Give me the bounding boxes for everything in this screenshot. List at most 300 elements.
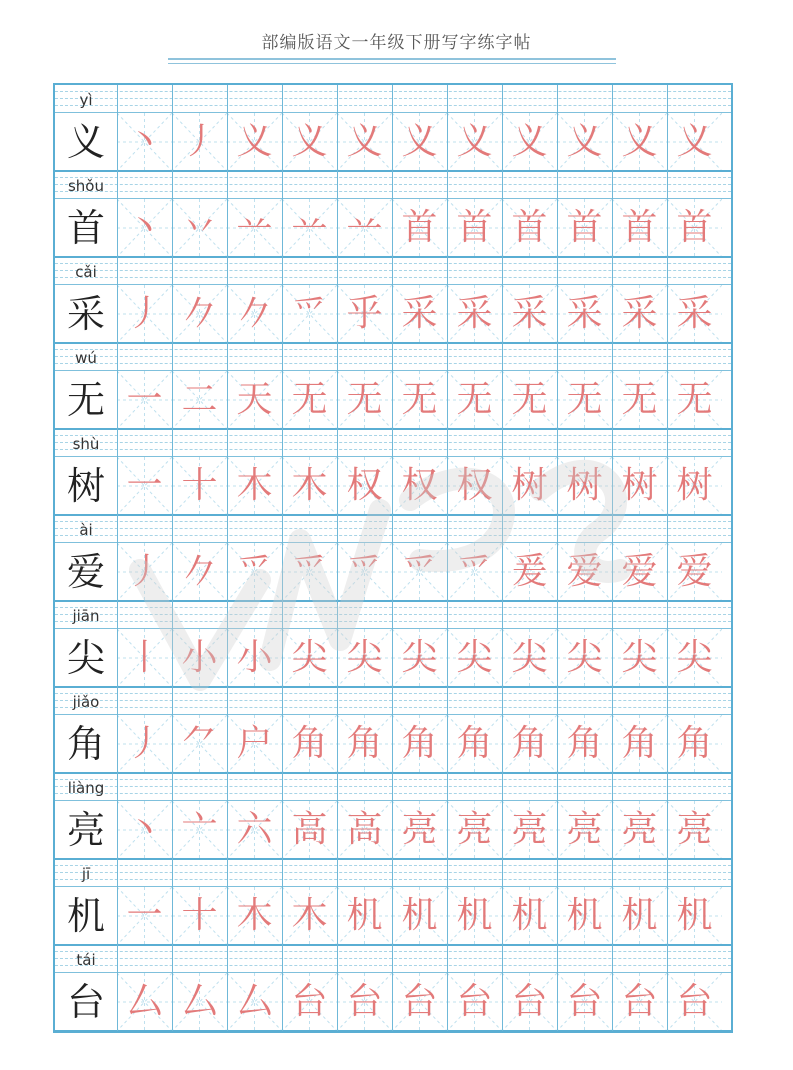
pinyin-guide-line — [55, 105, 731, 106]
stroke-step-cell — [447, 457, 502, 515]
pinyin-guide-line — [55, 700, 731, 701]
stroke-step-cell — [612, 113, 667, 171]
pinyin-guide-line — [55, 786, 731, 787]
stroke-step-cell — [227, 715, 282, 773]
stroke-step-cell — [227, 801, 282, 859]
stroke-step-character: 尖 — [676, 637, 713, 678]
stroke-step-character: 尖 — [456, 637, 493, 678]
pinyin-guide-line — [55, 91, 731, 92]
stroke-step-character: 义 — [401, 121, 438, 162]
stroke-step-cell — [392, 543, 447, 601]
pinyin-label: cǎi — [75, 263, 97, 281]
stroke-step-cell — [392, 199, 447, 257]
stroke-step-cell — [502, 887, 557, 945]
stroke-step-character: 木 — [291, 465, 328, 506]
character-row — [55, 715, 731, 773]
stroke-step-character: 采 — [621, 293, 658, 334]
stroke-step-cell — [502, 113, 557, 171]
stroke-step-cell — [282, 285, 337, 343]
stroke-step-character: 台 — [346, 981, 383, 1022]
stroke-step-character: 户 — [236, 723, 273, 764]
stroke-step-character: 木 — [291, 895, 328, 936]
pinyin-strip — [55, 429, 731, 457]
stroke-step-cell — [502, 371, 557, 429]
stroke-step-cell — [117, 973, 172, 1031]
model-character-cell — [55, 715, 117, 773]
stroke-step-character: 亮 — [401, 809, 438, 850]
stroke-step-character: 尖 — [291, 637, 328, 678]
stroke-step-cell — [502, 543, 557, 601]
stroke-step-character: 尖 — [621, 637, 658, 678]
column-divider — [447, 85, 448, 1031]
character-row — [55, 801, 731, 859]
stroke-step-character: 䒑 — [291, 207, 328, 248]
stroke-step-cell — [612, 801, 667, 859]
model-character: 机 — [66, 894, 105, 938]
pinyin-label: tái — [76, 951, 96, 969]
pinyin-guide-line — [55, 535, 731, 536]
stroke-step-character: 无 — [346, 379, 383, 420]
stroke-step-cell — [172, 113, 227, 171]
stroke-step-character: 树 — [511, 465, 548, 506]
stroke-step-character: 角 — [676, 723, 713, 764]
stroke-step-character: 丷 — [181, 207, 218, 248]
stroke-step-character: 义 — [291, 121, 328, 162]
stroke-step-cell — [392, 457, 447, 515]
stroke-step-cell — [447, 715, 502, 773]
stroke-step-character: 台 — [456, 981, 493, 1022]
stroke-step-character: 机 — [346, 895, 383, 936]
stroke-step-cell — [612, 543, 667, 601]
stroke-step-cell — [337, 199, 392, 257]
model-character-cell — [55, 113, 117, 171]
stroke-step-character: 权 — [401, 465, 438, 506]
model-character: 义 — [66, 120, 105, 164]
stroke-step-cell — [117, 715, 172, 773]
stroke-step-cell — [282, 973, 337, 1031]
pinyin-guide-line — [55, 442, 731, 443]
stroke-step-cell — [667, 543, 722, 601]
stroke-step-cell — [667, 801, 722, 859]
stroke-step-character: 角 — [456, 723, 493, 764]
stroke-step-cell — [172, 285, 227, 343]
stroke-step-cell — [172, 887, 227, 945]
stroke-step-character: 亮 — [676, 809, 713, 850]
stroke-step-cell — [172, 801, 227, 859]
stroke-step-cell — [172, 457, 227, 515]
stroke-step-cell — [557, 543, 612, 601]
pinyin-guide-line — [55, 528, 731, 529]
stroke-step-cell — [337, 457, 392, 515]
stroke-step-character: 厶 — [126, 981, 163, 1022]
stroke-step-character: 采 — [676, 293, 713, 334]
stroke-step-character: 义 — [621, 121, 658, 162]
stroke-step-character: 厶 — [236, 981, 273, 1022]
stroke-step-character: 采 — [401, 293, 438, 334]
stroke-step-character: 爫 — [401, 551, 438, 592]
pinyin-strip — [55, 859, 731, 887]
stroke-step-cell — [392, 371, 447, 429]
stroke-step-cell — [667, 113, 722, 171]
stroke-step-cell — [447, 801, 502, 859]
pinyin-guide-line — [55, 958, 731, 959]
stroke-step-cell — [172, 629, 227, 687]
stroke-step-cell — [667, 457, 722, 515]
stroke-step-cell — [447, 629, 502, 687]
pinyin-label: ài — [79, 521, 93, 539]
stroke-step-character: 木 — [236, 465, 273, 506]
stroke-step-character: 机 — [401, 895, 438, 936]
stroke-step-cell — [282, 629, 337, 687]
stroke-step-cell — [282, 715, 337, 773]
stroke-step-character: 丿 — [126, 551, 163, 592]
title-underline-thin — [168, 63, 616, 64]
pinyin-label: shǒu — [67, 177, 104, 195]
model-character-cell — [55, 199, 117, 257]
pinyin-strip — [55, 601, 731, 629]
stroke-step-character: 尖 — [346, 637, 383, 678]
model-character-cell — [55, 543, 117, 601]
stroke-step-cell — [282, 457, 337, 515]
column-divider — [337, 85, 338, 1031]
column-divider — [227, 85, 228, 1031]
pinyin-guide-line — [55, 263, 731, 264]
stroke-step-character: 一 — [126, 465, 163, 506]
stroke-step-character: 无 — [456, 379, 493, 420]
stroke-step-character: 二 — [181, 379, 218, 420]
stroke-step-character: 无 — [511, 379, 548, 420]
stroke-step-character: 丿 — [181, 121, 218, 162]
pinyin-guide-line — [55, 779, 731, 780]
stroke-step-character: 一 — [126, 895, 163, 936]
stroke-step-character: 首 — [511, 207, 548, 248]
stroke-step-character: 丶 — [126, 207, 163, 248]
pinyin-label: wú — [75, 349, 97, 367]
stroke-step-cell — [612, 715, 667, 773]
pinyin-strip — [55, 515, 731, 543]
stroke-step-character: 权 — [346, 465, 383, 506]
stroke-step-character: 义 — [456, 121, 493, 162]
stroke-step-character: 亮 — [566, 809, 603, 850]
stroke-step-cell — [667, 973, 722, 1031]
stroke-step-cell — [117, 629, 172, 687]
character-row — [55, 371, 731, 429]
stroke-step-cell — [337, 715, 392, 773]
stroke-step-character: 台 — [676, 981, 713, 1022]
practice-sheet — [53, 83, 733, 1033]
character-row — [55, 543, 731, 601]
stroke-step-cell — [557, 715, 612, 773]
stroke-step-cell — [557, 371, 612, 429]
stroke-step-cell — [392, 887, 447, 945]
pinyin-guide-line — [55, 184, 731, 185]
stroke-step-cell — [667, 285, 722, 343]
pinyin-label: jiǎo — [72, 693, 100, 711]
stroke-step-cell — [447, 199, 502, 257]
pinyin-guide-line — [55, 879, 731, 880]
stroke-step-cell — [557, 457, 612, 515]
model-character-cell — [55, 371, 117, 429]
stroke-step-character: 树 — [566, 465, 603, 506]
pinyin-guide-line — [55, 621, 731, 622]
row-border — [55, 1030, 731, 1032]
character-row — [55, 457, 731, 515]
stroke-step-character: 爫 — [291, 551, 328, 592]
stroke-step-cell — [667, 715, 722, 773]
stroke-step-cell — [227, 113, 282, 171]
stroke-step-character: 无 — [401, 379, 438, 420]
pinyin-strip — [55, 257, 731, 285]
stroke-step-character: 义 — [511, 121, 548, 162]
pinyin-guide-line — [55, 614, 731, 615]
stroke-step-cell — [502, 801, 557, 859]
character-row — [55, 285, 731, 343]
page-title: 部编版语文一年级下册写字练字帖 — [261, 33, 532, 53]
stroke-step-cell — [612, 457, 667, 515]
column-divider — [502, 85, 503, 1031]
stroke-step-cell — [502, 457, 557, 515]
pinyin-guide-line — [55, 965, 731, 966]
stroke-step-character: 义 — [676, 121, 713, 162]
stroke-step-cell — [557, 801, 612, 859]
stroke-step-cell — [447, 543, 502, 601]
stroke-step-cell — [392, 285, 447, 343]
stroke-step-character: 亠 — [181, 809, 218, 850]
stroke-step-cell — [282, 371, 337, 429]
stroke-step-cell — [557, 199, 612, 257]
stroke-step-cell — [282, 887, 337, 945]
stroke-step-cell — [392, 113, 447, 171]
stroke-step-cell — [117, 543, 172, 601]
stroke-step-character: 机 — [566, 895, 603, 936]
stroke-step-cell — [117, 457, 172, 515]
stroke-step-character: 台 — [401, 981, 438, 1022]
pinyin-guide-line — [55, 98, 731, 99]
pinyin-strip — [55, 343, 731, 371]
stroke-step-character: 木 — [236, 895, 273, 936]
pinyin-strip — [55, 945, 731, 973]
pinyin-guide-line — [55, 793, 731, 794]
stroke-step-character: 丨 — [126, 637, 163, 678]
stroke-step-character: 六 — [236, 809, 273, 850]
stroke-step-character: 角 — [346, 723, 383, 764]
stroke-step-character: 爫 — [456, 551, 493, 592]
stroke-step-cell — [447, 371, 502, 429]
model-character-cell — [55, 285, 117, 343]
pinyin-label: shù — [72, 435, 100, 453]
stroke-step-cell — [447, 887, 502, 945]
stroke-step-cell — [667, 371, 722, 429]
pinyin-guide-line — [55, 191, 731, 192]
stroke-step-character: 采 — [511, 293, 548, 334]
stroke-step-cell — [667, 887, 722, 945]
stroke-step-character: 丿 — [126, 293, 163, 334]
stroke-step-cell — [227, 887, 282, 945]
column-divider — [612, 85, 613, 1031]
stroke-step-character: 首 — [401, 207, 438, 248]
stroke-step-character: 义 — [566, 121, 603, 162]
stroke-step-character: 尖 — [511, 637, 548, 678]
stroke-step-character: 义 — [236, 121, 273, 162]
stroke-step-character: 爰 — [511, 551, 548, 592]
stroke-step-cell — [612, 199, 667, 257]
stroke-step-character: 无 — [291, 379, 328, 420]
model-character: 树 — [66, 464, 105, 508]
stroke-step-character: 天 — [236, 379, 273, 420]
stroke-step-character: 十 — [181, 895, 218, 936]
stroke-step-character: 机 — [621, 895, 658, 936]
stroke-step-cell — [557, 887, 612, 945]
pinyin-strip — [55, 773, 731, 801]
stroke-step-character: 角 — [401, 723, 438, 764]
pinyin-guide-line — [55, 270, 731, 271]
stroke-step-character: 十 — [181, 465, 218, 506]
stroke-step-character: 台 — [566, 981, 603, 1022]
character-row — [55, 113, 731, 171]
stroke-step-character: 𠂊 — [236, 293, 273, 334]
model-character-cell — [55, 801, 117, 859]
stroke-step-character: 乎 — [346, 293, 383, 334]
stroke-step-cell — [557, 113, 612, 171]
column-divider — [557, 85, 558, 1031]
stroke-step-cell — [392, 973, 447, 1031]
pinyin-guide-line — [55, 356, 731, 357]
stroke-step-cell — [337, 285, 392, 343]
stroke-step-cell — [667, 629, 722, 687]
stroke-step-character: 高 — [346, 809, 383, 850]
model-character: 台 — [66, 980, 105, 1024]
pinyin-guide-line — [55, 521, 731, 522]
stroke-step-character: 䒑 — [236, 207, 273, 248]
stroke-step-character: 台 — [511, 981, 548, 1022]
stroke-step-cell — [612, 629, 667, 687]
pinyin-strip — [55, 687, 731, 715]
stroke-step-cell — [227, 457, 282, 515]
pinyin-guide-line — [55, 363, 731, 364]
stroke-step-cell — [447, 285, 502, 343]
column-divider — [667, 85, 668, 1031]
stroke-step-character: 台 — [291, 981, 328, 1022]
column-divider — [172, 85, 173, 1031]
stroke-step-character: ⺈ — [181, 723, 218, 764]
model-character: 首 — [66, 206, 105, 250]
character-row — [55, 199, 731, 257]
stroke-step-character: 厶 — [181, 981, 218, 1022]
stroke-step-character: 䒑 — [346, 207, 383, 248]
pinyin-strip — [55, 85, 731, 113]
character-row — [55, 629, 731, 687]
stroke-step-cell — [227, 199, 282, 257]
model-character: 采 — [66, 292, 105, 336]
title-underline — [168, 58, 616, 60]
model-character: 爱 — [66, 550, 105, 594]
stroke-step-character: 爫 — [291, 293, 328, 334]
stroke-step-cell — [117, 113, 172, 171]
stroke-step-cell — [172, 973, 227, 1031]
stroke-step-character: 角 — [511, 723, 548, 764]
stroke-step-cell — [117, 801, 172, 859]
stroke-step-character: 小 — [236, 637, 273, 678]
stroke-step-cell — [227, 285, 282, 343]
stroke-step-cell — [172, 715, 227, 773]
stroke-step-cell — [117, 199, 172, 257]
stroke-step-character: 机 — [511, 895, 548, 936]
stroke-step-cell — [502, 629, 557, 687]
stroke-step-cell — [612, 887, 667, 945]
stroke-step-character: 爫 — [236, 551, 273, 592]
stroke-step-character: 无 — [566, 379, 603, 420]
stroke-step-cell — [612, 285, 667, 343]
stroke-step-character: 采 — [456, 293, 493, 334]
stroke-step-character: 爱 — [566, 551, 603, 592]
stroke-step-cell — [502, 285, 557, 343]
stroke-step-character: 丶 — [126, 121, 163, 162]
model-character: 角 — [66, 722, 105, 766]
stroke-step-cell — [447, 973, 502, 1031]
character-row — [55, 887, 731, 945]
stroke-step-character: 一 — [126, 379, 163, 420]
stroke-step-cell — [282, 543, 337, 601]
pinyin-label: liàng — [67, 779, 105, 797]
stroke-step-character: 首 — [456, 207, 493, 248]
stroke-step-cell — [172, 543, 227, 601]
pinyin-guide-line — [55, 707, 731, 708]
stroke-step-character: 机 — [676, 895, 713, 936]
stroke-step-cell — [282, 113, 337, 171]
stroke-step-character: 首 — [621, 207, 658, 248]
stroke-step-character: 𠂊 — [181, 293, 218, 334]
stroke-step-character: 角 — [566, 723, 603, 764]
stroke-step-cell — [337, 801, 392, 859]
pinyin-guide-line — [55, 277, 731, 278]
stroke-step-cell — [612, 371, 667, 429]
column-divider — [117, 85, 118, 1031]
stroke-step-cell — [117, 285, 172, 343]
stroke-step-cell — [227, 973, 282, 1031]
pinyin-guide-line — [55, 865, 731, 866]
stroke-step-cell — [282, 199, 337, 257]
stroke-step-character: 爱 — [676, 551, 713, 592]
stroke-step-character: 权 — [456, 465, 493, 506]
stroke-step-cell — [557, 285, 612, 343]
stroke-step-cell — [392, 801, 447, 859]
stroke-step-cell — [337, 113, 392, 171]
stroke-step-character: 尖 — [401, 637, 438, 678]
stroke-step-character: 丿 — [126, 723, 163, 764]
stroke-step-cell — [392, 629, 447, 687]
stroke-step-cell — [227, 629, 282, 687]
stroke-step-cell — [117, 887, 172, 945]
stroke-step-character: 义 — [346, 121, 383, 162]
stroke-step-character: 首 — [676, 207, 713, 248]
stroke-step-character: 爫 — [346, 551, 383, 592]
stroke-step-cell — [172, 199, 227, 257]
stroke-step-cell — [337, 973, 392, 1031]
stroke-step-cell — [557, 629, 612, 687]
stroke-step-character: 亮 — [511, 809, 548, 850]
stroke-step-character: 树 — [676, 465, 713, 506]
stroke-step-character: 首 — [566, 207, 603, 248]
stroke-step-cell — [502, 715, 557, 773]
model-character-cell — [55, 629, 117, 687]
stroke-step-character: 无 — [676, 379, 713, 420]
stroke-step-cell — [337, 543, 392, 601]
stroke-step-cell — [282, 801, 337, 859]
stroke-step-cell — [337, 629, 392, 687]
character-row — [55, 973, 731, 1031]
stroke-step-cell — [337, 371, 392, 429]
stroke-step-character: 无 — [621, 379, 658, 420]
